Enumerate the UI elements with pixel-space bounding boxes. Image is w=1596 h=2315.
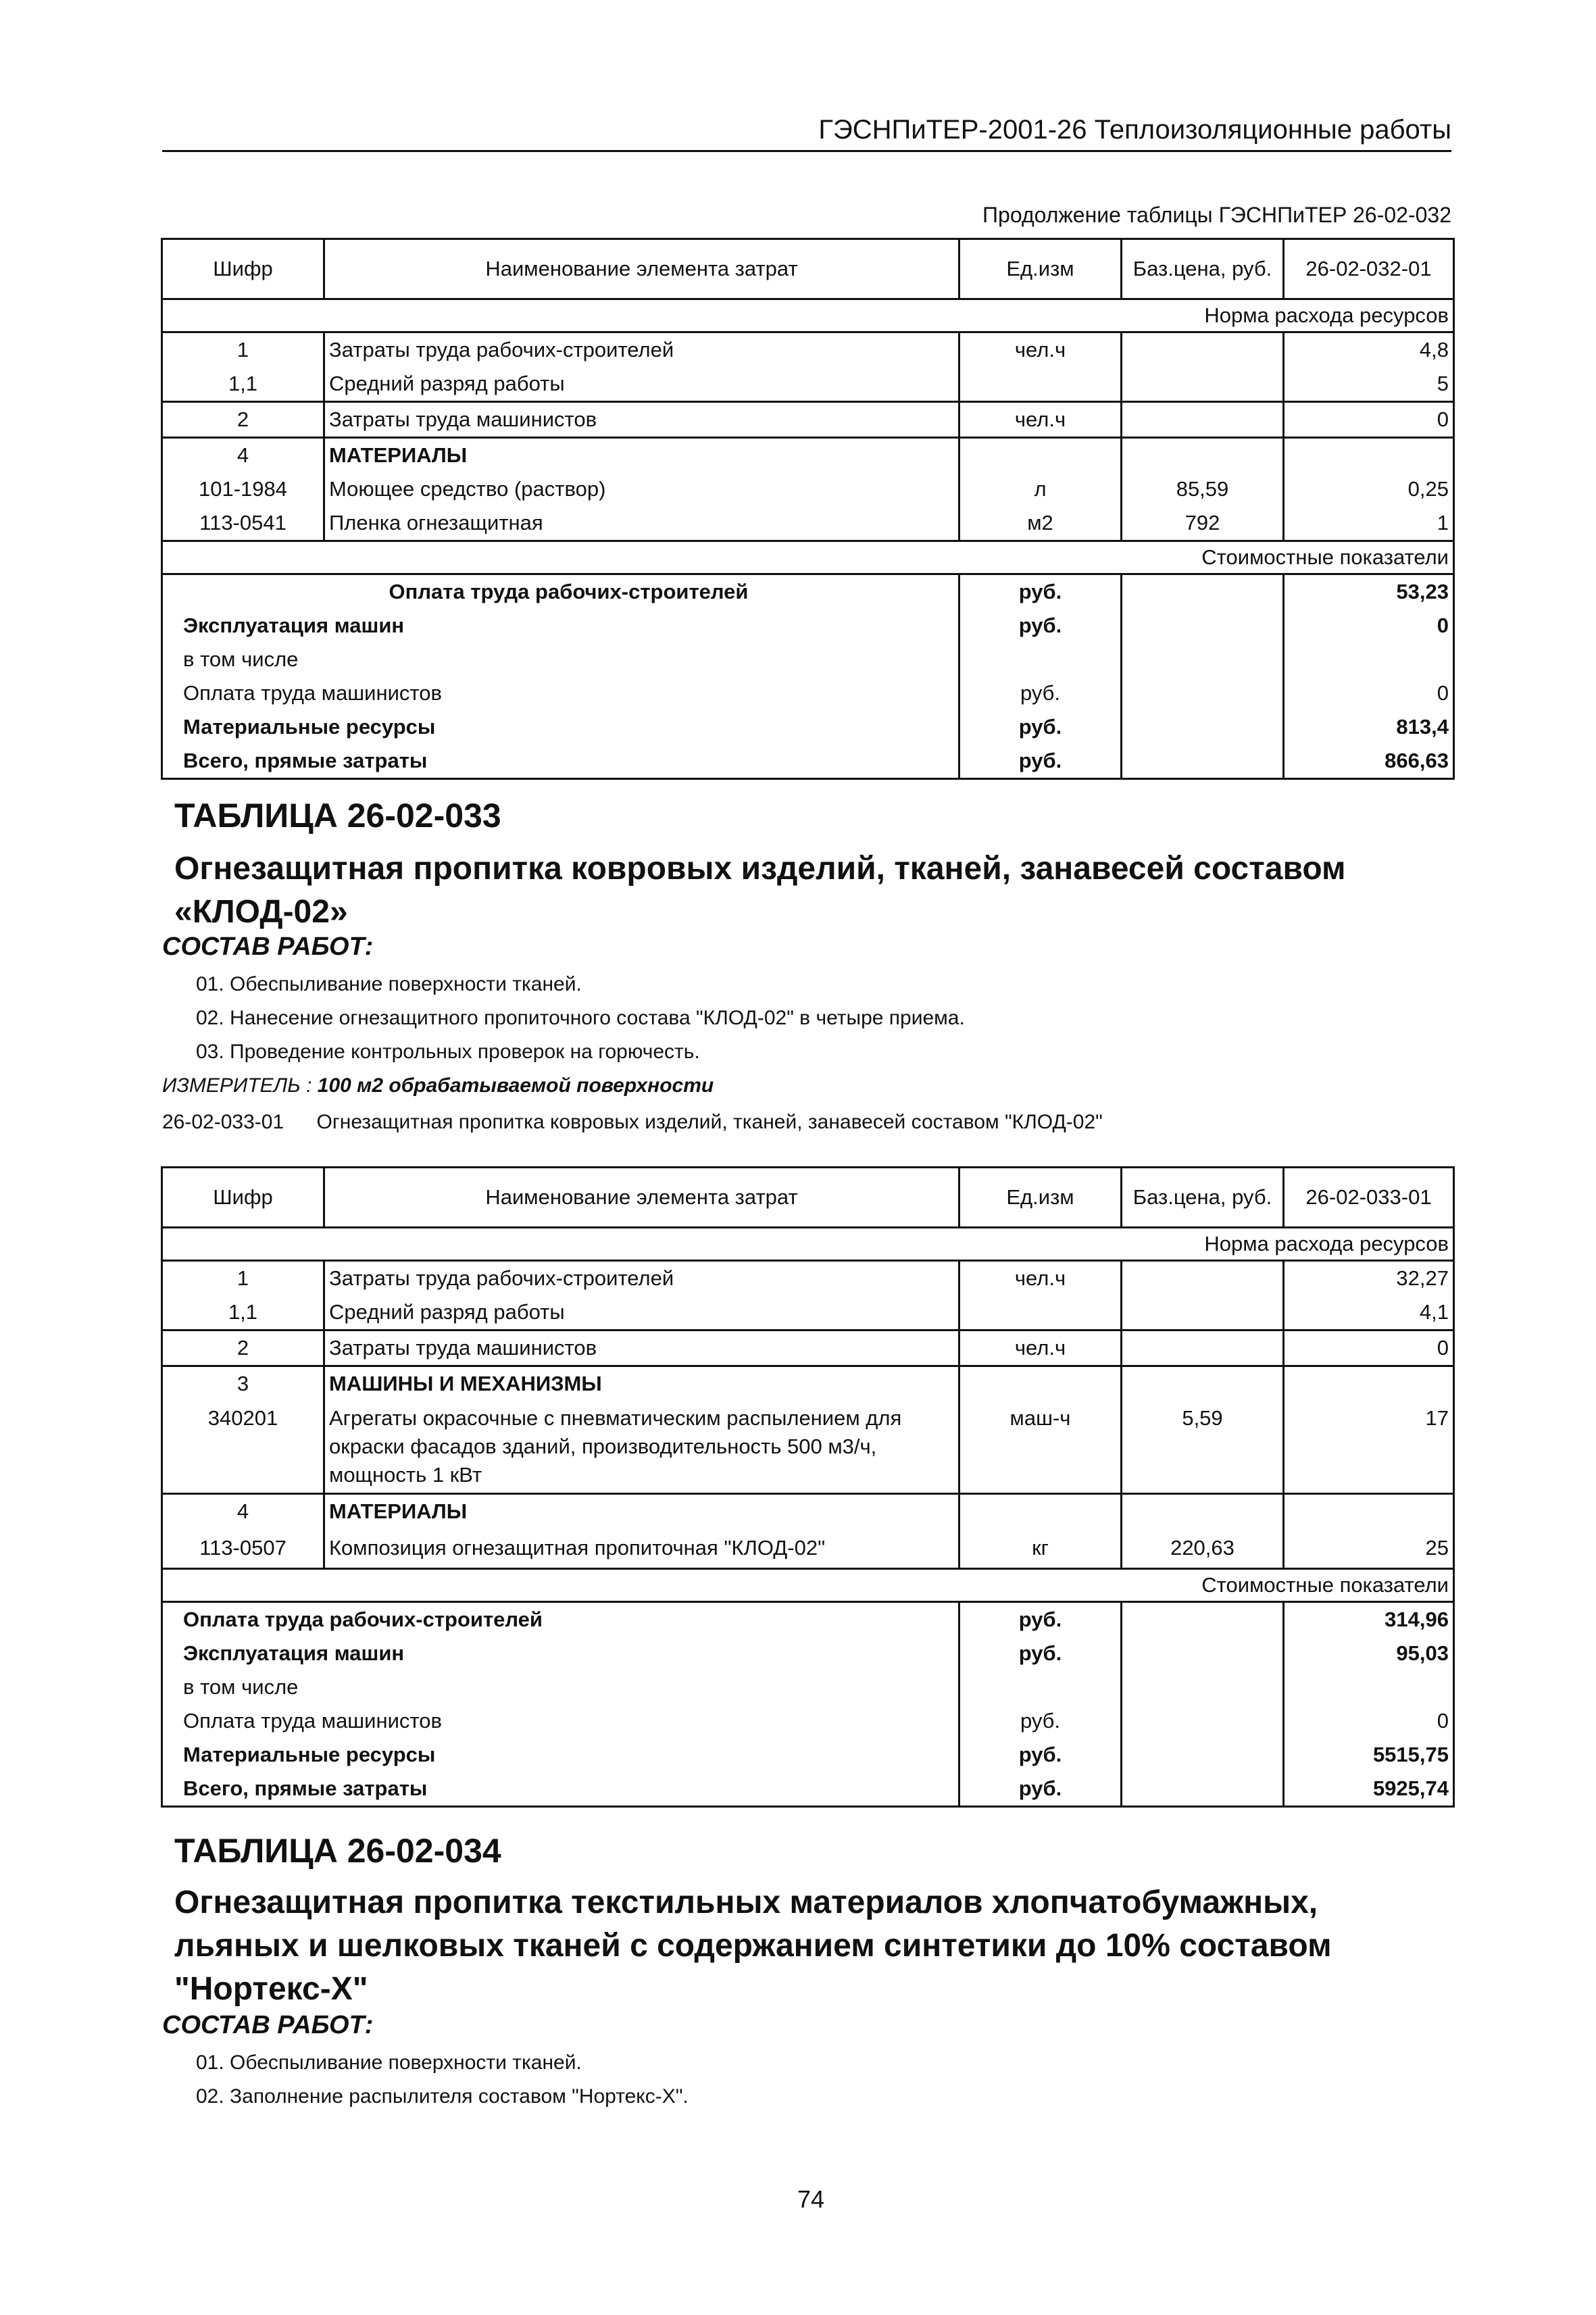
col-header-price: Баз.цена, руб. bbox=[1122, 1168, 1284, 1228]
summary-name bbox=[162, 609, 959, 643]
row-code: 4 bbox=[162, 438, 324, 473]
col-header-rate-code: 26-02-032-01 bbox=[1284, 239, 1454, 299]
row-value: 25 bbox=[1284, 1528, 1454, 1569]
row-unit: чел.ч bbox=[959, 402, 1122, 438]
summary-name bbox=[162, 744, 959, 779]
summary-value bbox=[1284, 643, 1454, 676]
row-code: 101-1984 bbox=[162, 472, 324, 506]
summary-row bbox=[162, 1602, 1454, 1637]
col-header-name: Наименование элемента затрат bbox=[324, 1168, 959, 1228]
summary-value: 53,23 bbox=[1284, 574, 1454, 609]
table-row bbox=[162, 506, 1454, 541]
row-value: 5 bbox=[1284, 367, 1454, 402]
rate-line bbox=[162, 1111, 1103, 1134]
summary-row bbox=[162, 1738, 1454, 1772]
summary-name bbox=[162, 1602, 959, 1637]
summary-value: 5515,75 bbox=[1284, 1738, 1454, 1772]
summary-price bbox=[1122, 643, 1284, 676]
row-price bbox=[1122, 1366, 1284, 1401]
table-header-row bbox=[162, 1168, 1454, 1228]
summary-name bbox=[162, 710, 959, 744]
table-continuation-note: Продолжение таблицы ГЭСНПиТЕР 26-02-032 bbox=[982, 203, 1451, 227]
row-value: 0 bbox=[1284, 402, 1454, 438]
table-heading: ТАБЛИЦА 26-02-033 bbox=[174, 797, 501, 835]
row-code: 1,1 bbox=[162, 367, 324, 402]
header-rule bbox=[162, 150, 1451, 152]
row-price bbox=[1122, 332, 1284, 368]
row-code: 340201 bbox=[162, 1401, 324, 1494]
summary-row bbox=[162, 1637, 1454, 1670]
summary-label: Всего, прямые затраты bbox=[183, 749, 428, 772]
summary-name bbox=[162, 1670, 959, 1704]
rate-name: Огнезащитная пропитка ковровых изделий, тканей, занавесей составом "КЛОД-02" bbox=[316, 1111, 1103, 1133]
table-title: Огнезащитная пропитка текстильных материалов хлопчатобумажных, льяных и шелковых тканей с содержанием синтетики до 10% составом "Нортекс-Х" bbox=[174, 1885, 1332, 2007]
table-heading: ТАБЛИЦА 26-02-034 bbox=[174, 1832, 501, 1870]
summary-unit: руб. bbox=[959, 574, 1122, 609]
row-name: Агрегаты окрасочные с пневматическим распылением для окраски фасадов зданий, производительность 500 м3/ч, мощность 1 кВт bbox=[324, 1401, 959, 1494]
row-price: 792 bbox=[1122, 506, 1284, 541]
rate-code: 26-02-033-01 bbox=[162, 1111, 284, 1133]
table-title: Огнезащитная пропитка ковровых изделий, тканей, занавесей составом «КЛОД-02» bbox=[174, 851, 1346, 930]
col-header-name: Наименование элемента затрат bbox=[324, 239, 959, 299]
measure-value: 100 м2 обрабатываемой поверхности bbox=[317, 1074, 714, 1097]
summary-unit: руб. bbox=[959, 1772, 1122, 1807]
row-code: 3 bbox=[162, 1366, 324, 1401]
summary-unit: руб. bbox=[959, 1738, 1122, 1772]
table-header-row bbox=[162, 239, 1454, 299]
summary-unit: руб. bbox=[959, 609, 1122, 643]
summary-name bbox=[162, 676, 959, 710]
section-label-row bbox=[162, 1569, 1454, 1602]
summary-unit: руб. bbox=[959, 1637, 1122, 1670]
summary-price bbox=[1122, 1602, 1284, 1637]
summary-value: 314,96 bbox=[1284, 1602, 1454, 1637]
summary-row bbox=[162, 643, 1454, 676]
summary-unit: руб. bbox=[959, 676, 1122, 710]
measure-line bbox=[162, 1074, 714, 1097]
summary-price bbox=[1122, 744, 1284, 779]
summary-value: 0 bbox=[1284, 609, 1454, 643]
summary-price bbox=[1122, 1738, 1284, 1772]
cost-table-26-02-032 bbox=[161, 238, 1455, 780]
row-name: Затраты труда рабочих-строителей bbox=[324, 332, 959, 368]
page-number: 74 bbox=[797, 2185, 825, 2213]
row-unit: кг bbox=[959, 1528, 1122, 1569]
summary-value: 866,63 bbox=[1284, 744, 1454, 779]
table-row bbox=[162, 1261, 1454, 1296]
composition-label: СОСТАВ РАБОТ: bbox=[162, 2011, 374, 2039]
row-name: Затраты труда рабочих-строителей bbox=[324, 1261, 959, 1296]
measure-label: ИЗМЕРИТЕЛЬ : bbox=[162, 1074, 312, 1097]
row-price bbox=[1122, 402, 1284, 438]
work-item: 02. Нанесение огнезащитного пропиточного состава "КЛОД-02" в четыре приема. bbox=[196, 1007, 965, 1029]
summary-value: 813,4 bbox=[1284, 710, 1454, 744]
summary-label: Эксплуатация машин bbox=[183, 614, 405, 637]
row-value bbox=[1284, 1494, 1454, 1529]
row-name: Средний разряд работы bbox=[324, 367, 959, 402]
row-price bbox=[1122, 1494, 1284, 1529]
row-price: 85,59 bbox=[1122, 472, 1284, 506]
work-item: 01. Обеспыливание поверхности тканей. bbox=[196, 2051, 582, 2074]
summary-name bbox=[162, 1637, 959, 1670]
row-unit bbox=[959, 438, 1122, 473]
summary-value: 5925,74 bbox=[1284, 1772, 1454, 1807]
row-value: 17 bbox=[1284, 1401, 1454, 1494]
row-value bbox=[1284, 1366, 1454, 1401]
work-item: 01. Обеспыливание поверхности тканей. bbox=[196, 973, 582, 995]
row-value: 1 bbox=[1284, 506, 1454, 541]
summary-row bbox=[162, 574, 1454, 609]
summary-unit: руб. bbox=[959, 744, 1122, 779]
row-price bbox=[1122, 438, 1284, 473]
summary-unit: руб. bbox=[959, 710, 1122, 744]
summary-name bbox=[162, 1704, 959, 1738]
table-row bbox=[162, 1366, 1454, 1401]
table-row bbox=[162, 332, 1454, 368]
summary-price bbox=[1122, 609, 1284, 643]
section-label-row bbox=[162, 1228, 1454, 1261]
table-row bbox=[162, 1401, 1454, 1494]
summary-label: Всего, прямые затраты bbox=[183, 1776, 428, 1800]
row-code: 1 bbox=[162, 1261, 324, 1296]
summary-name bbox=[162, 643, 959, 676]
row-value: 0,25 bbox=[1284, 472, 1454, 506]
summary-value: 95,03 bbox=[1284, 1637, 1454, 1670]
row-code: 113-0541 bbox=[162, 506, 324, 541]
row-code: 1,1 bbox=[162, 1295, 324, 1330]
col-header-code: Шифр bbox=[162, 239, 324, 299]
running-header: ГЭСНПиТЕР-2001-26 Теплоизоляционные работы bbox=[818, 115, 1451, 145]
summary-label: в том числе bbox=[183, 1675, 299, 1699]
row-value: 4,8 bbox=[1284, 332, 1454, 368]
row-unit: чел.ч bbox=[959, 1261, 1122, 1296]
summary-unit: руб. bbox=[959, 1704, 1122, 1738]
summary-label: Материальные ресурсы bbox=[183, 1743, 436, 1766]
section-label-row bbox=[162, 541, 1454, 574]
work-item: 03. Проведение контрольных проверок на горючесть. bbox=[196, 1041, 700, 1063]
row-price: 5,59 bbox=[1122, 1401, 1284, 1494]
summary-row bbox=[162, 1704, 1454, 1738]
col-header-price: Баз.цена, руб. bbox=[1122, 239, 1284, 299]
summary-label: Оплата труда рабочих-строителей bbox=[389, 580, 749, 603]
row-code: 113-0507 bbox=[162, 1528, 324, 1569]
row-price: 220,63 bbox=[1122, 1528, 1284, 1569]
row-unit: м2 bbox=[959, 506, 1122, 541]
row-price bbox=[1122, 1261, 1284, 1296]
col-header-rate-code: 26-02-033-01 bbox=[1284, 1168, 1454, 1228]
summary-price bbox=[1122, 1772, 1284, 1807]
summary-unit bbox=[959, 1670, 1122, 1704]
row-price bbox=[1122, 367, 1284, 402]
row-code: 1 bbox=[162, 332, 324, 368]
col-header-code: Шифр bbox=[162, 1168, 324, 1228]
section-label-norm: Норма расхода ресурсов bbox=[162, 1228, 1454, 1261]
row-unit bbox=[959, 1366, 1122, 1401]
summary-price bbox=[1122, 574, 1284, 609]
row-value: 32,27 bbox=[1284, 1261, 1454, 1296]
summary-name bbox=[162, 574, 959, 609]
summary-row bbox=[162, 710, 1454, 744]
table-row bbox=[162, 1295, 1454, 1330]
summary-value: 0 bbox=[1284, 1704, 1454, 1738]
row-name: Затраты труда машинистов bbox=[324, 1330, 959, 1366]
row-unit: чел.ч bbox=[959, 332, 1122, 368]
row-price bbox=[1122, 1330, 1284, 1366]
row-name: Моющее средство (раствор) bbox=[324, 472, 959, 506]
section-label-row bbox=[162, 299, 1454, 332]
summary-value bbox=[1284, 1670, 1454, 1704]
row-code: 4 bbox=[162, 1494, 324, 1529]
table-row bbox=[162, 472, 1454, 506]
row-value: 0 bbox=[1284, 1330, 1454, 1366]
section-label-cost: Стоимостные показатели bbox=[162, 1569, 1454, 1602]
summary-label: в том числе bbox=[183, 647, 299, 671]
table-row bbox=[162, 402, 1454, 438]
summary-row bbox=[162, 609, 1454, 643]
row-code: 2 bbox=[162, 1330, 324, 1366]
row-name: Затраты труда машинистов bbox=[324, 402, 959, 438]
row-unit bbox=[959, 367, 1122, 402]
summary-label: Оплата труда рабочих-строителей bbox=[183, 1608, 543, 1631]
row-value: 4,1 bbox=[1284, 1295, 1454, 1330]
section-label-cost: Стоимостные показатели bbox=[162, 541, 1454, 574]
summary-unit bbox=[959, 643, 1122, 676]
row-unit: чел.ч bbox=[959, 1330, 1122, 1366]
row-value bbox=[1284, 438, 1454, 473]
summary-price bbox=[1122, 1704, 1284, 1738]
col-header-unit: Ед.изм bbox=[959, 239, 1122, 299]
summary-label: Оплата труда машинистов bbox=[183, 681, 442, 705]
summary-label: Эксплуатация машин bbox=[183, 1641, 405, 1665]
summary-label: Оплата труда машинистов bbox=[183, 1709, 442, 1733]
summary-unit: руб. bbox=[959, 1602, 1122, 1637]
summary-row bbox=[162, 1772, 1454, 1807]
summary-value: 0 bbox=[1284, 676, 1454, 710]
row-group-title: МАТЕРИАЛЫ bbox=[324, 438, 959, 473]
work-item: 02. Заполнение распылителя составом "Нортекс-Х". bbox=[196, 2085, 689, 2108]
row-name: Пленка огнезащитная bbox=[324, 506, 959, 541]
cost-table-26-02-033 bbox=[161, 1166, 1455, 1808]
summary-name bbox=[162, 1772, 959, 1807]
table-row bbox=[162, 367, 1454, 402]
summary-price bbox=[1122, 1670, 1284, 1704]
row-code: 2 bbox=[162, 402, 324, 438]
row-group-title: МАШИНЫ И МЕХАНИЗМЫ bbox=[324, 1366, 959, 1401]
row-group-title: МАТЕРИАЛЫ bbox=[324, 1494, 959, 1529]
row-unit bbox=[959, 1295, 1122, 1330]
summary-row bbox=[162, 676, 1454, 710]
row-unit: маш-ч bbox=[959, 1401, 1122, 1494]
row-unit bbox=[959, 1494, 1122, 1529]
summary-row bbox=[162, 744, 1454, 779]
row-name: Средний разряд работы bbox=[324, 1295, 959, 1330]
summary-row bbox=[162, 1670, 1454, 1704]
row-price bbox=[1122, 1295, 1284, 1330]
row-name: Композиция огнезащитная пропиточная "КЛОД-02" bbox=[324, 1528, 959, 1569]
table-row bbox=[162, 1330, 1454, 1366]
table-row bbox=[162, 1494, 1454, 1529]
table-row bbox=[162, 438, 1454, 473]
summary-price bbox=[1122, 1637, 1284, 1670]
col-header-unit: Ед.изм bbox=[959, 1168, 1122, 1228]
summary-price bbox=[1122, 676, 1284, 710]
summary-price bbox=[1122, 710, 1284, 744]
section-label-norm: Норма расхода ресурсов bbox=[162, 299, 1454, 332]
row-unit: л bbox=[959, 472, 1122, 506]
composition-label: СОСТАВ РАБОТ: bbox=[162, 932, 374, 961]
table-row bbox=[162, 1528, 1454, 1569]
summary-name bbox=[162, 1738, 959, 1772]
summary-label: Материальные ресурсы bbox=[183, 715, 436, 739]
